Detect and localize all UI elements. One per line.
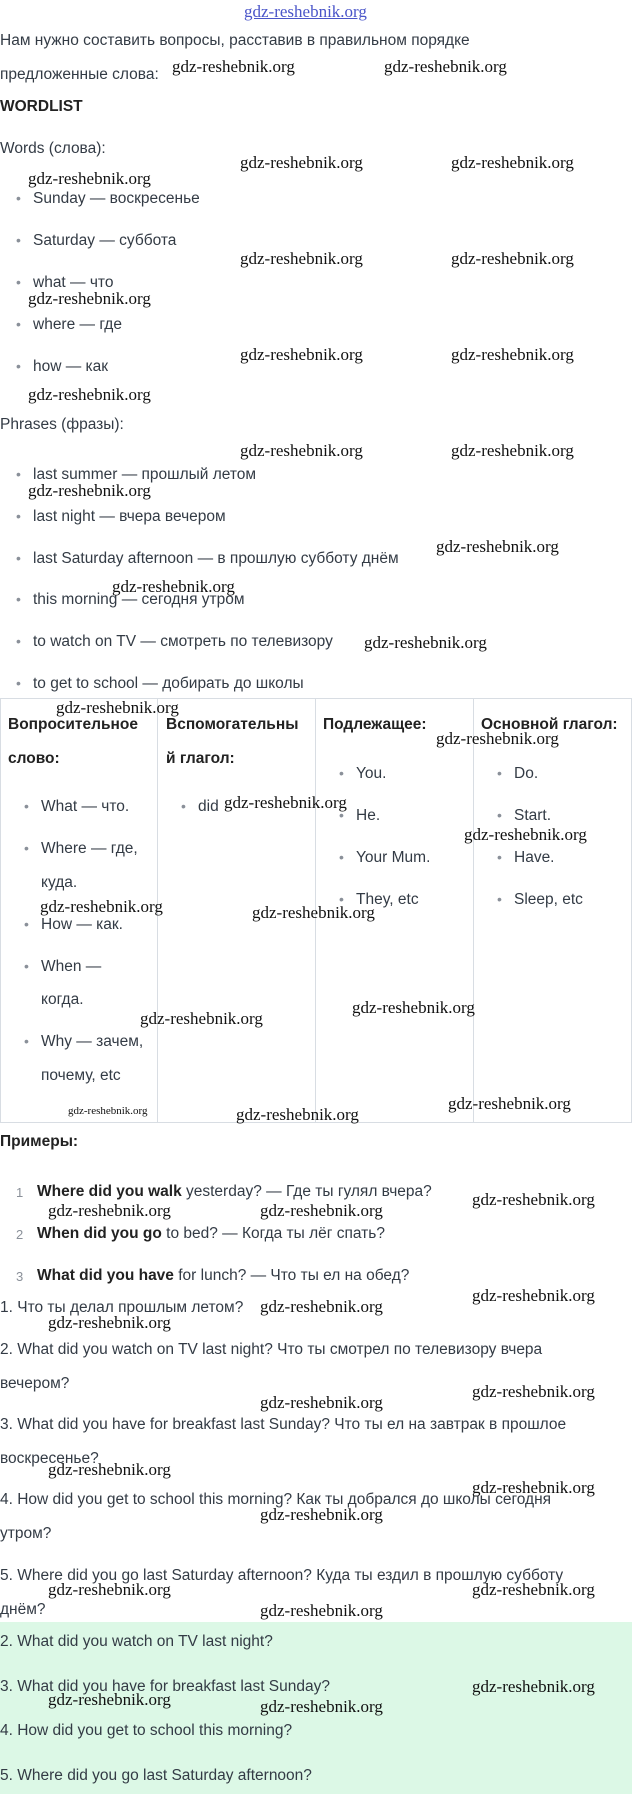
green-answer-line: 3. What did you have for breakfast last Sunday?	[0, 1678, 330, 1695]
watermark: gdz-reshebnik.org	[352, 998, 475, 1017]
answer-line: 4. How did you get to school this morning? Как ты добрался до школы сегодня	[0, 1491, 552, 1508]
table-cell-item: • They, etc	[356, 891, 419, 909]
answer-line: днём?	[0, 1601, 46, 1618]
watermark: gdz-reshebnik.org	[172, 57, 295, 76]
watermark: gdz-reshebnik.org	[48, 1580, 171, 1599]
phrase-item: • last summer — прошлый летом	[33, 466, 256, 484]
wordlist-title: WORDLIST	[0, 98, 83, 115]
table-cell-item: • Have.	[514, 849, 555, 867]
table-header: Вспомогательны	[166, 716, 299, 733]
watermark: gdz-reshebnik.org	[48, 1690, 171, 1709]
watermark: gdz-reshebnik.org	[260, 1697, 383, 1716]
table-cell-item: • Start.	[514, 807, 551, 825]
answer-line: 2. What did you watch on TV last night? Что ты смотрел по телевизору вчера	[0, 1341, 543, 1358]
table-cell-item: • Your Mum.	[356, 849, 430, 867]
watermark: gdz-reshebnik.org	[48, 1201, 171, 1220]
watermark: gdz-reshebnik.org	[68, 1105, 148, 1117]
watermark: gdz-reshebnik.org	[28, 289, 151, 308]
table-header: слово:	[8, 750, 60, 767]
watermark: gdz-reshebnik.org	[112, 577, 235, 596]
table-cell-item: • You.	[356, 765, 386, 783]
word-item: • Sunday — воскресенье	[33, 190, 200, 208]
intro-line-1: Нам нужно составить вопросы, расставив в правильном порядке	[0, 32, 470, 49]
word-item: • what — что	[33, 274, 113, 292]
table-cell-item: • Why — зачем,	[41, 1033, 143, 1051]
watermark: gdz-reshebnik.org	[472, 1286, 595, 1305]
phrase-item: • to get to school — добирать до школы	[33, 675, 304, 693]
watermark: gdz-reshebnik.org	[472, 1478, 595, 1497]
watermark: gdz-reshebnik.org	[240, 345, 363, 364]
answer-line: воскресенье?	[0, 1450, 99, 1467]
table-header: й глагол:	[166, 750, 235, 767]
word-item: • where — где	[33, 316, 122, 334]
watermark: gdz-reshebnik.org	[48, 1460, 171, 1479]
answer-line: вечером?	[0, 1375, 70, 1392]
site-title-link[interactable]: gdz-reshebnik.org	[244, 2, 367, 21]
table-col-main-verb	[473, 698, 632, 1123]
table-cell-item: • Sleep, etc	[514, 891, 583, 909]
watermark: gdz-reshebnik.org	[384, 57, 507, 76]
watermark: gdz-reshebnik.org	[240, 441, 363, 460]
watermark: gdz-reshebnik.org	[364, 633, 487, 652]
example-bold: When did you go	[37, 1225, 162, 1242]
watermark: gdz-reshebnik.org	[260, 1201, 383, 1220]
examples-heading: Примеры:	[0, 1133, 79, 1150]
watermark: gdz-reshebnik.org	[236, 1105, 359, 1124]
answer-line: 5. Where did you go last Saturday afternoon? Куда ты ездил в прошлую субботу	[0, 1567, 564, 1584]
watermark: gdz-reshebnik.org	[260, 1601, 383, 1620]
phrases-heading: Phrases (фразы):	[0, 416, 124, 433]
watermark: gdz-reshebnik.org	[448, 1094, 571, 1113]
watermark: gdz-reshebnik.org	[240, 249, 363, 268]
example-item	[37, 1225, 385, 1243]
answer-line: утром?	[0, 1525, 52, 1542]
table-cell-item: • When —	[41, 958, 101, 976]
watermark: gdz-reshebnik.org	[464, 825, 587, 844]
watermark: gdz-reshebnik.org	[140, 1009, 263, 1028]
table-cell-item: почему, etc	[41, 1067, 121, 1084]
watermark: gdz-reshebnik.org	[451, 345, 574, 364]
watermark: gdz-reshebnik.org	[40, 897, 163, 916]
watermark: gdz-reshebnik.org	[28, 385, 151, 404]
table-cell-item: • Do.	[514, 765, 538, 783]
table-cell-item: куда.	[41, 874, 78, 891]
watermark: gdz-reshebnik.org	[252, 903, 375, 922]
words-heading: Words (слова):	[0, 140, 106, 157]
intro-line-2: предложенные слова:	[0, 66, 159, 83]
watermark: gdz-reshebnik.org	[436, 729, 559, 748]
example-item	[37, 1183, 432, 1201]
phrase-item: • last Saturday afternoon — в прошлую субботу днём	[33, 550, 399, 568]
watermark: gdz-reshebnik.org	[28, 169, 151, 188]
green-answer-line: 5. Where did you go last Saturday afternoon?	[0, 1767, 312, 1784]
watermark: gdz-reshebnik.org	[240, 153, 363, 172]
example-bold: Where did you walk	[37, 1183, 182, 1200]
phrase-item: • this morning — сегодня утром	[33, 591, 245, 609]
example-number: 2	[16, 1227, 24, 1242]
watermark: gdz-reshebnik.org	[56, 698, 179, 717]
table-cell-item: когда.	[41, 991, 84, 1008]
table-cell-item: • Where — где,	[41, 840, 138, 858]
watermark: gdz-reshebnik.org	[260, 1297, 383, 1316]
table-header: Вопросительное	[8, 716, 138, 733]
watermark: gdz-reshebnik.org	[28, 481, 151, 500]
watermark: gdz-reshebnik.org	[472, 1580, 595, 1599]
watermark: gdz-reshebnik.org	[436, 537, 559, 556]
watermark: gdz-reshebnik.org	[451, 153, 574, 172]
table-header: Подлежащее:	[323, 716, 427, 733]
phrase-item: • last night — вчера вечером	[33, 508, 226, 526]
table-cell-item: • How — как.	[41, 916, 123, 934]
green-answer-line: 2. What did you watch on TV last night?	[0, 1633, 273, 1650]
watermark: gdz-reshebnik.org	[48, 1313, 171, 1332]
table-header: Основной глагол:	[481, 716, 618, 733]
watermark: gdz-reshebnik.org	[472, 1382, 595, 1401]
example-rest: to bed? — Когда ты лёг спать?	[161, 1225, 385, 1242]
example-rest: for lunch? — Что ты ел на обед?	[173, 1267, 410, 1284]
table-cell-item: • did	[198, 798, 219, 816]
watermark: gdz-reshebnik.org	[260, 1393, 383, 1412]
green-answer-line: 4. How did you get to school this morning?	[0, 1722, 293, 1739]
phrase-item: • to watch on TV — смотреть по телевизору	[33, 633, 333, 651]
example-bold: What did you have	[37, 1267, 174, 1284]
answer-line: 1. Что ты делал прошлым летом?	[0, 1299, 244, 1316]
table-cell-item: • What — что.	[41, 798, 129, 816]
example-number: 1	[16, 1185, 24, 1200]
watermark: gdz-reshebnik.org	[260, 1505, 383, 1524]
example-item	[37, 1267, 409, 1285]
word-item: • how — как	[33, 358, 108, 376]
watermark: gdz-reshebnik.org	[472, 1677, 595, 1696]
watermark: gdz-reshebnik.org	[451, 249, 574, 268]
watermark: gdz-reshebnik.org	[472, 1190, 595, 1209]
example-rest: yesterday? — Где ты гулял вчера?	[181, 1183, 432, 1200]
table-cell-item: • He.	[356, 807, 380, 825]
example-number: 3	[16, 1269, 24, 1284]
watermark: gdz-reshebnik.org	[224, 793, 347, 812]
answer-line: 3. What did you have for breakfast last Sunday? Что ты ел на завтрак в прошлое	[0, 1416, 567, 1433]
word-item: • Saturday — суббота	[33, 232, 176, 250]
watermark: gdz-reshebnik.org	[451, 441, 574, 460]
